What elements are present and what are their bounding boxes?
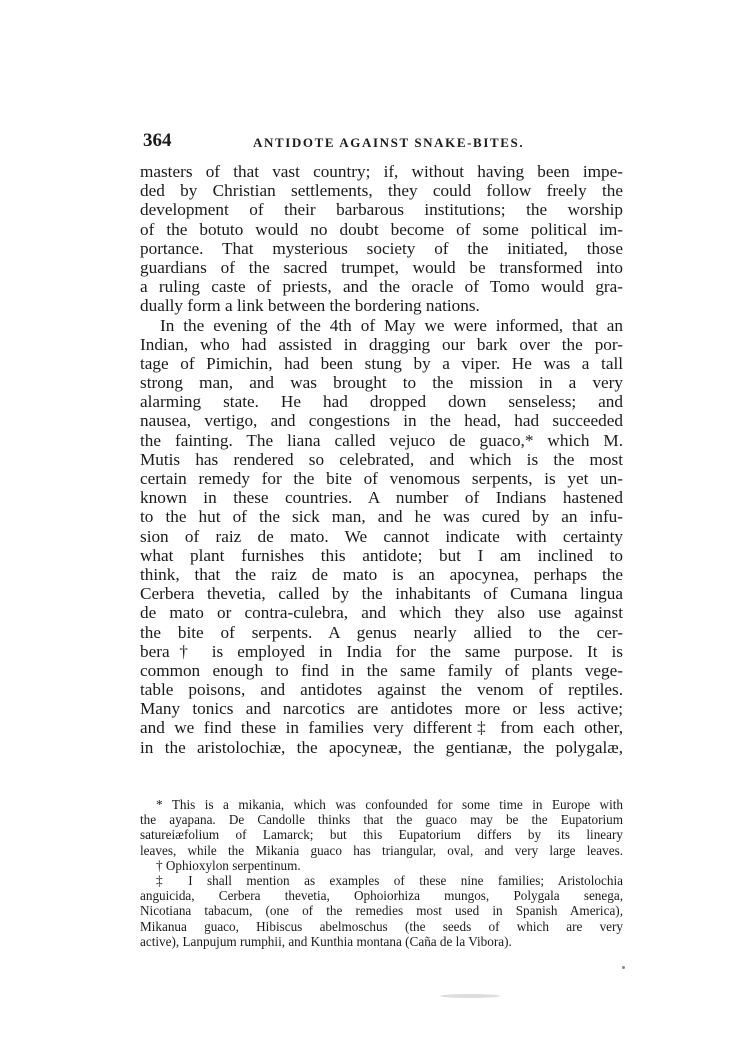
footnotes [140, 797, 623, 949]
body-line: ded by Christian settlements, they could follow freely the [140, 181, 623, 201]
body-line: known in these countries. A number of Indians hastened [140, 488, 623, 508]
body-line: development of their barbarous institutions; the worship [140, 200, 623, 220]
body-line: think, that the raiz de mato is an apocynea, perhaps the [140, 564, 623, 584]
footnote-line: leaves, while the Mikania guaco has triangular, oval, and very large leaves. [140, 842, 623, 858]
footnote-line: active), Lanpujum rumphii, and Kunthia montana (Caña de la Vibora). [140, 933, 512, 949]
body-text [140, 162, 623, 757]
body-line: bera† is employed in India for the same purpose. It is [140, 641, 623, 661]
footnote-line: Nicotiana tabacum, (one of the remedies most used in Spanish America), [140, 903, 623, 919]
body-line: the bite of serpents. A genus nearly allied to the cer- [140, 622, 623, 642]
body-line: sion of raiz de mato. We cannot indicate with certainty [140, 526, 623, 546]
footnote-line: anguicida, Cerbera thevetia, Ophoiorhiza mungos, Polygala senega, [140, 888, 623, 904]
body-line: In the evening of the 4th of May we were informed, that an [160, 315, 623, 335]
body-line: Cerbera thevetia, called by the inhabitants of Cumana lingua [140, 584, 623, 604]
body-line: Many tonics and narcotics are antidotes more or less active; [140, 699, 623, 719]
page-smudge [440, 994, 500, 998]
body-line: alarming state. He had dropped down senseless; and [140, 392, 623, 412]
body-line: certain remedy for the bite of venomous serpents, is yet un- [140, 469, 623, 488]
footnote-line: * This is a mikania, which was confounded for some time in Europe with [156, 797, 623, 812]
footnote-line: ‡ I shall mention as examples of these nine families; Aristolochia [156, 872, 623, 888]
footnote-line: Mikanua guaco, Hibiscus abelmoschus (the seeds of which are very [140, 918, 623, 934]
body-line: nausea, vertigo, and congestions in the head, had succeeded [140, 411, 623, 431]
ink-speck [622, 966, 625, 969]
body-line: table poisons, and antidotes against the venom of reptiles. [140, 680, 623, 700]
footnote-line: † Ophioxylon serpentinum. [156, 857, 301, 873]
body-line: de mato or contra-culebra, and which they also use against [140, 603, 623, 623]
body-line: portance. That mysterious society of the initiated, those [140, 238, 623, 258]
body-line: Indian, who had assisted in dragging our bark over the por- [140, 334, 623, 354]
page-header [143, 130, 623, 156]
body-line: and we find these in families very different‡ from each other, [140, 718, 623, 738]
body-line: common enough to find in the same family of plants vege- [140, 660, 623, 680]
body-line: to the hut of the sick man, and he was cured by an infu- [140, 507, 623, 527]
body-line: of the botuto would no doubt become of some political im- [140, 219, 623, 239]
footnote-line: satureiæfolium of Lamarck; but this Eupatorium differs by its lineary [140, 827, 623, 843]
body-line: dually form a link between the bordering nations. [140, 296, 480, 316]
page-number: 364 [143, 130, 172, 151]
body-line: the fainting. The liana called vejuco de guaco,* which M. [140, 430, 623, 450]
body-line: in the aristolochiæ, the apocyneæ, the gentianæ, the polygalæ, [140, 737, 623, 757]
body-line: a ruling caste of priests, and the oracle of Tomo would gra- [140, 277, 623, 297]
body-line: Mutis has rendered so celebrated, and which is the most [140, 449, 623, 469]
running-head: ANTIDOTE AGAINST SNAKE-BITES. [253, 135, 525, 150]
body-line: guardians of the sacred trumpet, would be transformed into [140, 257, 623, 277]
body-line: masters of that vast country; if, without having been impe- [140, 162, 623, 181]
body-line: what plant furnishes this antidote; but I am inclined to [140, 545, 623, 565]
body-line: tage of Pimichin, had been stung by a viper. He was a tall [140, 353, 623, 373]
body-line: strong man, and was brought to the mission in a very [140, 373, 623, 393]
footnote-line: the ayapana. De Candolle thinks that the guaco may be the Eupatorium [140, 812, 623, 828]
